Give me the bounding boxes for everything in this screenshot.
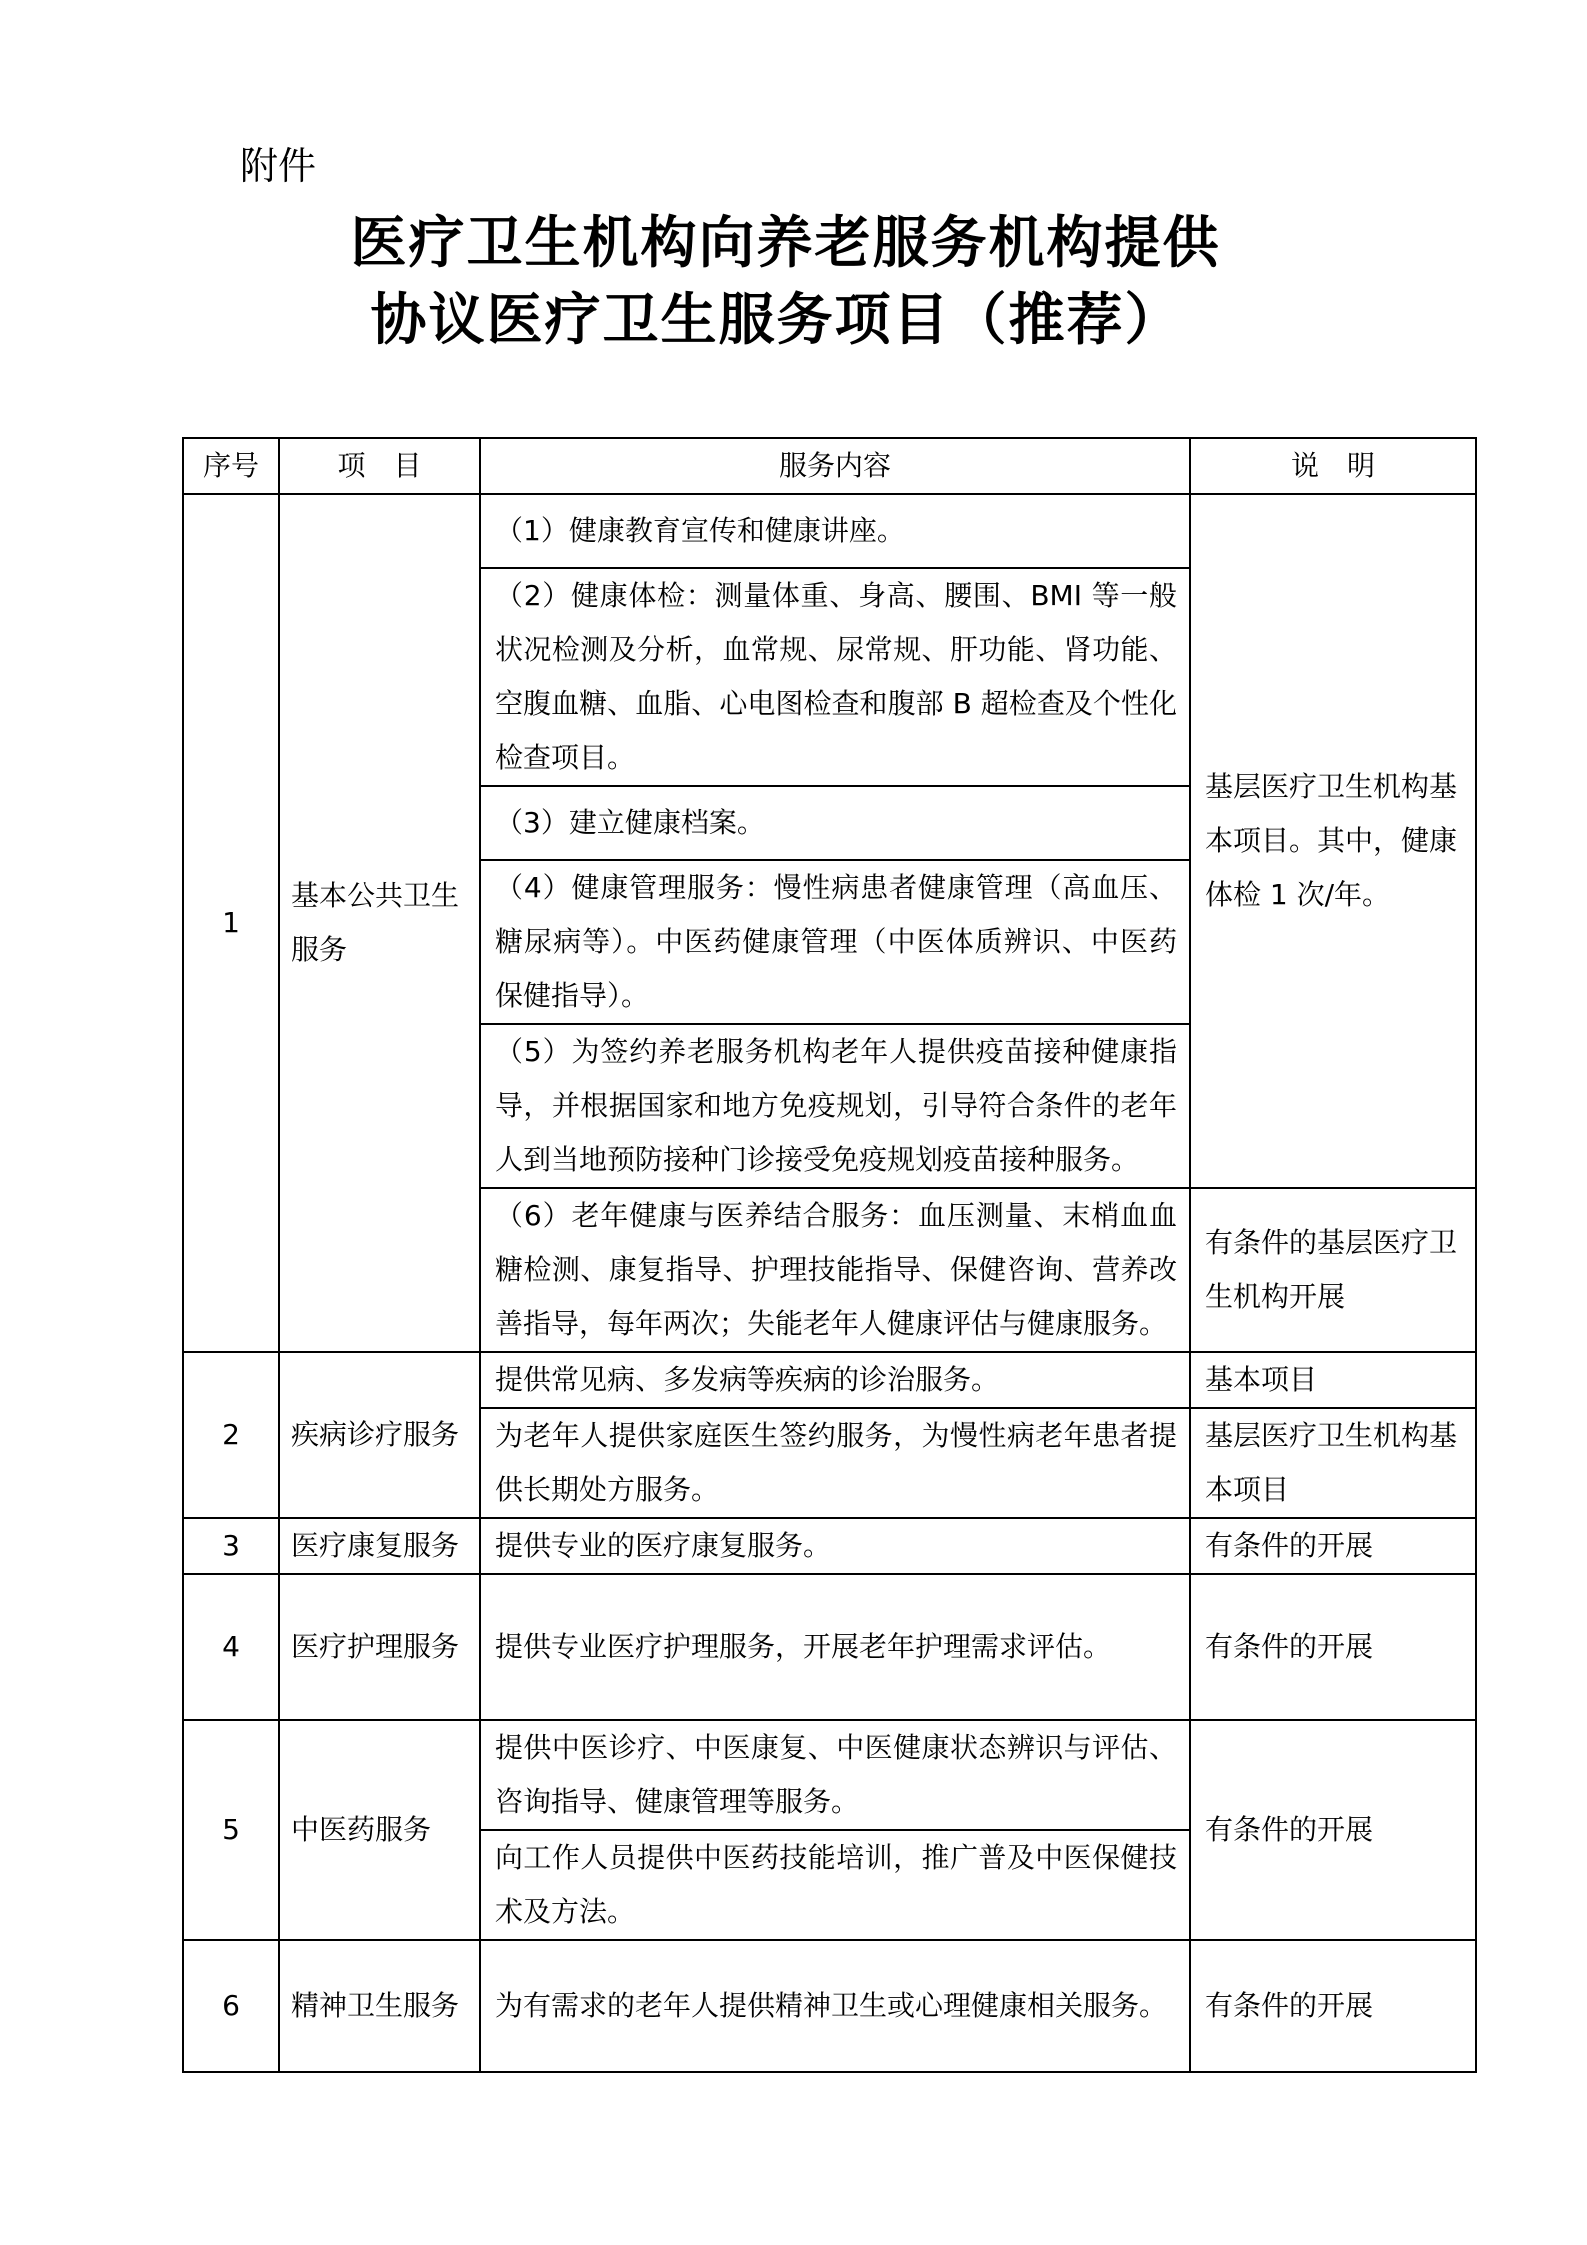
service-cell: （3）建立健康档案。 — [480, 786, 1190, 860]
service-cell: （2）健康体检：测量体重、身高、腰围、BMI 等一般状况检测及分析，血常规、尿常规、肝功能、肾功能、空腹血糖、血脂、心电图检查和腹部 B 超检查及个性化检查项目。 — [480, 568, 1190, 786]
row-item: 精神卫生服务 — [279, 1940, 480, 2072]
header-notes: 说 明 — [1190, 438, 1476, 494]
document-title-line-1: 医疗卫生机构向养老服务机构提供 — [350, 210, 1221, 276]
table-row — [183, 1518, 1476, 1574]
attachment-label: 附件 — [240, 144, 317, 188]
service-cell: 为有需求的老年人提供精神卫生或心理健康相关服务。 — [480, 1940, 1190, 2072]
row-item: 基本公共卫生服务 — [279, 494, 480, 1352]
table-row — [183, 1720, 1476, 1830]
header-services: 服务内容 — [480, 438, 1190, 494]
service-cell: 为老年人提供家庭医生签约服务，为慢性病老年患者提供长期处方服务。 — [480, 1408, 1190, 1518]
service-cell: 提供常见病、多发病等疾病的诊治服务。 — [480, 1352, 1190, 1408]
note-cell: 基本项目 — [1190, 1352, 1476, 1408]
service-cell: （6）老年健康与医养结合服务：血压测量、末梢血血糖检测、康复指导、护理技能指导、保健咨询、营养改善指导，每年两次；失能老年人健康评估与健康服务。 — [480, 1188, 1190, 1352]
note-cell: 有条件的开展 — [1190, 1574, 1476, 1720]
note-cell: 有条件的开展 — [1190, 1518, 1476, 1574]
table-row — [183, 1352, 1476, 1408]
service-cell: 提供专业的医疗康复服务。 — [480, 1518, 1190, 1574]
table-header-row — [183, 438, 1476, 494]
services-table — [182, 437, 1477, 2073]
row-item: 医疗康复服务 — [279, 1518, 480, 1574]
row-number: 3 — [183, 1518, 279, 1574]
header-item: 项 目 — [279, 438, 480, 494]
service-cell: 向工作人员提供中医药技能培训，推广普及中医保健技术及方法。 — [480, 1830, 1190, 1940]
service-cell: （4）健康管理服务：慢性病患者健康管理（高血压、糖尿病等）。中医药健康管理（中医体质辨识、中医药保健指导）。 — [480, 860, 1190, 1024]
row-number: 5 — [183, 1720, 279, 1940]
note-cell: 基层医疗卫生机构基本项目 — [1190, 1408, 1476, 1518]
table-row — [183, 1940, 1476, 2072]
document-title-line-2: 协议医疗卫生服务项目（推荐） — [370, 287, 1183, 353]
row-item: 中医药服务 — [279, 1720, 480, 1940]
note-cell: 有条件的开展 — [1190, 1940, 1476, 2072]
row-item: 疾病诊疗服务 — [279, 1352, 480, 1518]
row-number: 2 — [183, 1352, 279, 1518]
note-cell: 基层医疗卫生机构基本项目。其中，健康体检 1 次/年。 — [1190, 494, 1476, 1188]
note-cell: 有条件的基层医疗卫生机构开展 — [1190, 1188, 1476, 1352]
service-cell: 提供中医诊疗、中医康复、中医健康状态辨识与评估、咨询指导、健康管理等服务。 — [480, 1720, 1190, 1830]
service-cell: （1）健康教育宣传和健康讲座。 — [480, 494, 1190, 568]
row-number: 4 — [183, 1574, 279, 1720]
row-item: 医疗护理服务 — [279, 1574, 480, 1720]
row-number: 1 — [183, 494, 279, 1352]
table-row — [183, 1574, 1476, 1720]
service-cell: （5）为签约养老服务机构老年人提供疫苗接种健康指导，并根据国家和地方免疫规划，引导符合条件的老年人到当地预防接种门诊接受免疫规划疫苗接种服务。 — [480, 1024, 1190, 1188]
note-cell: 有条件的开展 — [1190, 1720, 1476, 1940]
row-number: 6 — [183, 1940, 279, 2072]
header-no: 序号 — [183, 438, 279, 494]
table-row — [183, 494, 1476, 568]
service-cell: 提供专业医疗护理服务，开展老年护理需求评估。 — [480, 1574, 1190, 1720]
